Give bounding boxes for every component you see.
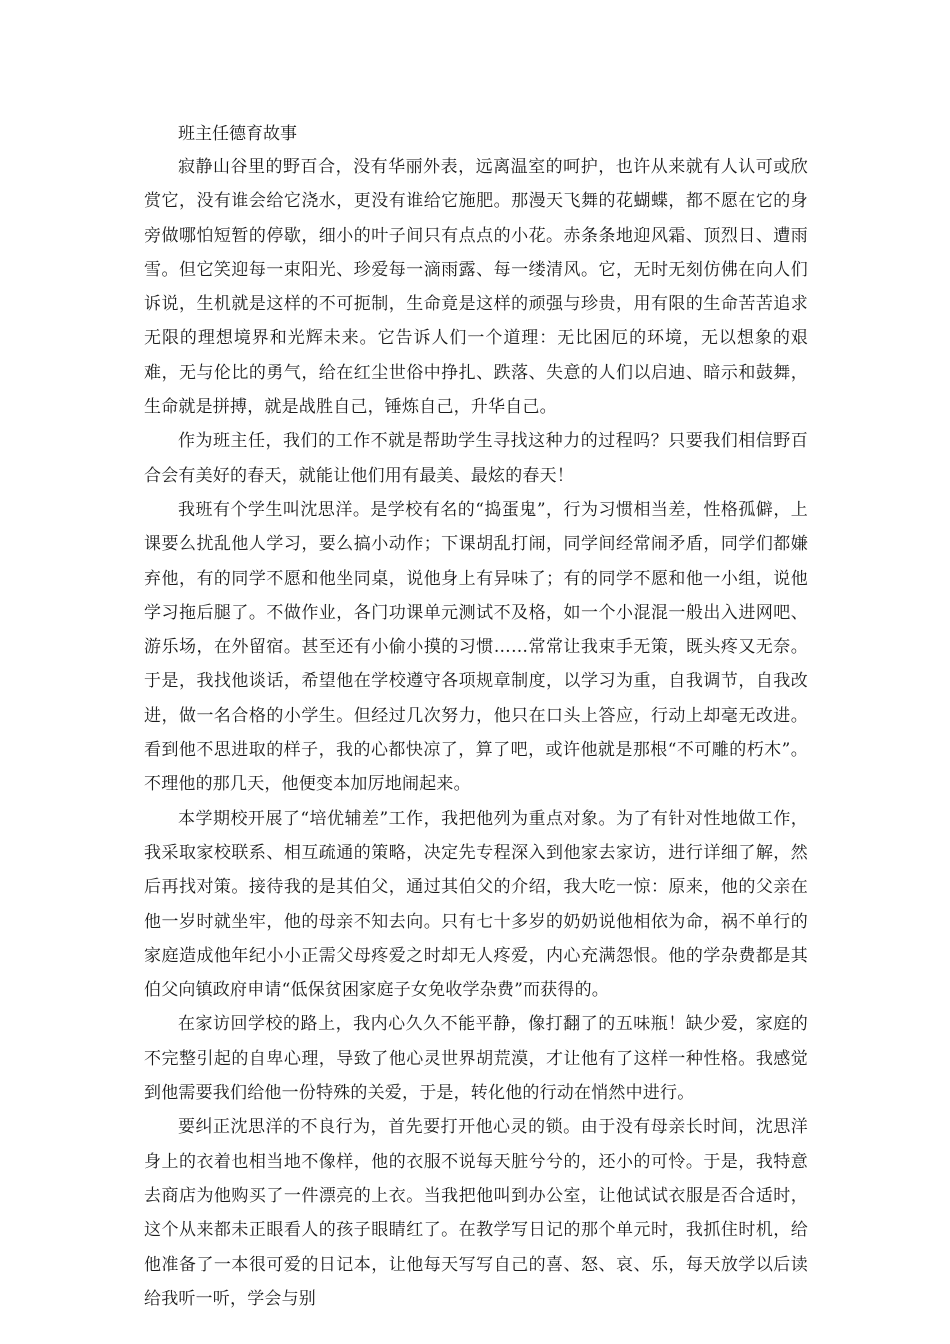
paragraph-6: 要纠正沈思洋的不良行为，首先要打开他心灵的锁。由于没有母亲长时间，沈思洋身上的衣着也相当地不像样，他的衣服不说每天脏兮兮的，还小的可怜。于是，我特意去商店为他购买了一件漂亮的上衣。当我把他叫到办公室，让他试试衣服是否合适时，这个从来都未正眼看人的孩子眼睛红了。在教学写日记的那个单元时，我抓住时机，给他准备了一本很可爱的日记本，让他每天写写自己的喜、怒、哀、乐，每天放学以后读给我听一听，学会与别 [144, 1117, 808, 1309]
document-title: 班主任德育故事 [178, 124, 297, 144]
paragraph-1: 寂静山谷里的野百合，没有华丽外表，远离温室的呵护，也许从来就有人认可或欣赏它，没有谁会给它浇水，更没有谁给它施肥。那漫天飞舞的花蝴蝶，都不愿在它的身旁做哪怕短暂的停歇，细小的叶子间只有点点的小花。赤条条地迎风霜、顶烈日、遭雨雪。但它笑迎每一束阳光、珍爱每一滴雨露、每一缕清风。它，无时无刻仿佛在向人们诉说，生机就是这样的不可扼制，生命竟是这样的顽强与珍贵，用有限的生命苦苦追求无限的理想境界和光辉未来。它告诉人们一个道理：无比困厄的环境，无以想象的艰难，无与伦比的勇气，给在红尘世俗中挣扎、跌落、失意的人们以启迪、暗示和鼓舞，生命就是拼搏，就是战胜自己，锤炼自己，升华自己。 [144, 157, 808, 418]
paragraph-3: 我班有个学生叫沈思洋。是学校有名的“捣蛋鬼”，行为习惯相当差，性格孤僻，上课要么扰乱他人学习，要么搞小动作；下课胡乱打闹，同学间经常闹矛盾，同学们都嫌弃他，有的同学不愿和他坐同桌，说他身上有异味了；有的同学不愿和他一小组，说他学习拖后腿了。不做作业，各门功课单元测试不及格，如一个小混混一般出入进网吧、游乐场，在外留宿。甚至还有小偷小摸的习惯……常常让我束手无策，既头疼又无奈。于是，我找他谈话，希望他在学校遵守各项规章制度，以学习为重，自我调节，自我改进，做一名合格的小学生。但经过几次努力，他只在口头上答应，行动上却毫无改进。看到他不思进取的样子，我的心都快凉了，算了吧，或许他就是那根“不可雕的朽木”。不理他的那几天，他便变本加厉地闹起来。 [144, 499, 808, 795]
paragraph-5: 在家访回学校的路上，我内心久久不能平静，像打翻了的五味瓶！缺少爱，家庭的不完整引起的自卑心理，导致了他心灵世界胡荒漠，才让他有了这样一种性格。我感觉到他需要我们给他一份特殊的关爱，于是，转化他的行动在悄然中进行。 [144, 1014, 808, 1104]
paragraph-4: 本学期校开展了“培优辅差”工作，我把他列为重点对象。为了有针对性地做工作，我采取家校联系、相互疏通的策略，决定先专程深入到他家去家访，进行详细了解，然后再找对策。接待我的是其伯父，通过其伯父的介绍，我大吃一惊：原来，他的父亲在他一岁时就坐牢，他的母亲不知去向。只有七十多岁的奶奶说他相依为命，祸不单行的家庭造成他年纪小小正需父母疼爱之时却无人疼爱，内心充满怨恨。他的学杂费都是其伯父向镇政府申请“低保贫困家庭子女免收学杂费”而获得的。 [144, 808, 808, 1001]
paragraph-2: 作为班主任，我们的工作不就是帮助学生寻找这种力的过程吗？只要我们相信野百合会有美好的春天，就能让他们用有最美、最炫的春天！ [144, 431, 808, 486]
document-page [144, 118, 808, 1316]
